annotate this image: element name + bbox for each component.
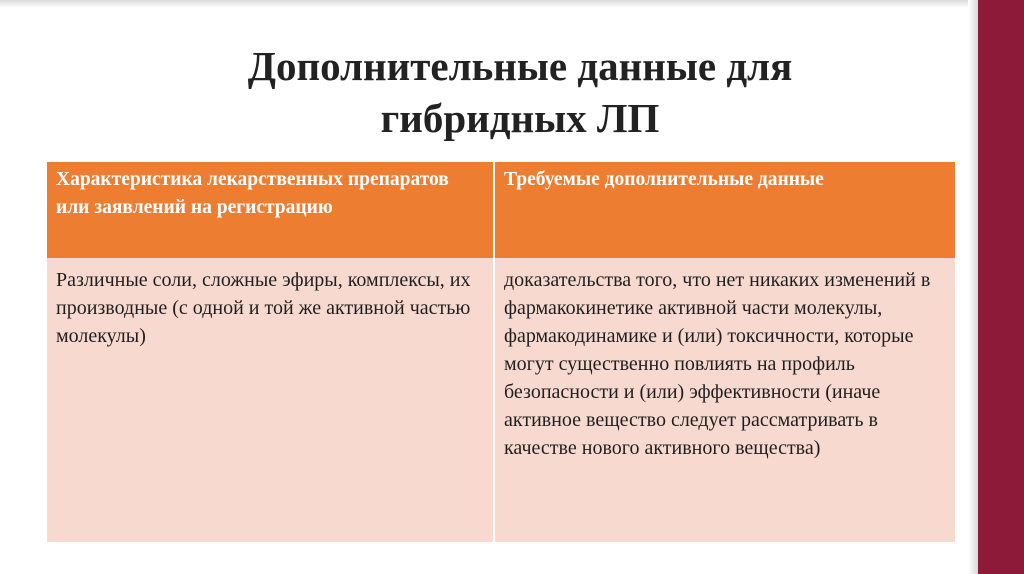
slide-title xyxy=(140,40,900,144)
table-row xyxy=(47,258,955,542)
table-header-row xyxy=(47,162,955,258)
cell-characteristic: Различные соли, сложные эфиры, комплексы, их производные (с одной и той же активной частью молекулы) xyxy=(47,258,494,542)
header-required-data: Требуемые дополнительные данные xyxy=(494,162,955,258)
slide-title-line-1: Дополнительные данные для xyxy=(247,43,793,89)
header-characteristic: Характеристика лекарственных препаратов или заявлений на регистрацию xyxy=(47,162,494,258)
side-shadow xyxy=(968,0,978,574)
accent-side-bar xyxy=(978,0,1024,574)
top-shadow xyxy=(0,0,978,8)
slide-title-line-2: гибридных ЛП xyxy=(380,95,660,141)
data-table xyxy=(47,162,955,542)
cell-required-data: доказательства того, что нет никаких изменений в фармакокинетике активной части молекулы, фармакодинамике и (или) токсичности, которые могут существенно повлиять на профиль безопасности и (или) эффективности (иначе активное вещество следует рассматривать в качестве нового активного вещества) xyxy=(494,258,955,542)
